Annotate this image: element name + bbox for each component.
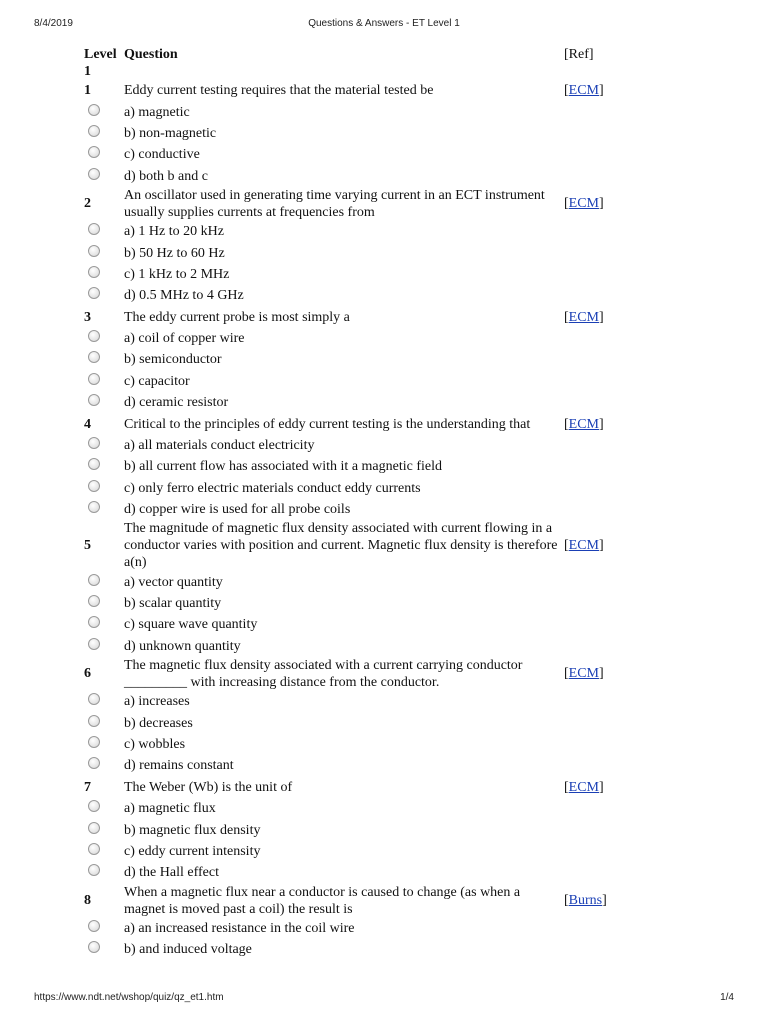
answer-option[interactable]	[84, 285, 624, 306]
answer-label: b) all current flow has associated with it a magnetic field	[124, 459, 443, 475]
ref-link[interactable]: Burns	[568, 893, 603, 908]
answer-label: d) 0.5 MHz to 4 GHz	[124, 288, 244, 304]
answer-label: b) decreases	[124, 715, 193, 731]
answer-label: b) magnetic flux density	[124, 822, 261, 838]
answer-label: b) non-magnetic	[124, 125, 217, 141]
ref-bracket-open: [	[564, 83, 569, 99]
answer-option[interactable]	[84, 614, 624, 635]
radio-cell	[84, 480, 124, 497]
question-header: Question	[124, 47, 178, 62]
radio-cell	[84, 245, 124, 262]
level-header-number: 1	[84, 64, 91, 79]
answer-label: b) 50 Hz to 60 Hz	[124, 245, 225, 261]
ref-cell	[564, 892, 624, 909]
ref-cell	[564, 82, 624, 99]
radio-button[interactable]	[88, 351, 100, 363]
ref-bracket-close: ]	[599, 196, 604, 212]
ref-link[interactable]: ECM	[568, 309, 600, 325]
radio-cell	[84, 394, 124, 411]
radio-button[interactable]	[88, 864, 100, 876]
answer-option[interactable]	[84, 841, 624, 862]
answer-option[interactable]	[84, 499, 624, 520]
radio-button[interactable]	[88, 245, 100, 257]
radio-button[interactable]	[88, 920, 100, 932]
answer-option[interactable]	[84, 349, 624, 370]
question-number: 7	[84, 779, 91, 795]
ref-bracket-open: [	[564, 416, 569, 432]
radio-button[interactable]	[88, 800, 100, 812]
radio-cell	[84, 715, 124, 732]
answer-label: b) semiconductor	[124, 352, 222, 368]
radio-cell	[84, 287, 124, 304]
question-text: The magnitude of magnetic flux density associated with current flowing in a conductor varies with position and current. Magnetic flux density is therefore a(n)	[124, 521, 558, 571]
radio-cell	[84, 800, 124, 817]
ref-cell	[564, 309, 624, 326]
radio-button[interactable]	[88, 223, 100, 235]
question-row	[84, 520, 624, 571]
ref-bracket-close: ]	[599, 309, 604, 325]
radio-button[interactable]	[88, 146, 100, 158]
ref-bracket-open: [	[564, 196, 569, 212]
radio-cell	[84, 574, 124, 591]
answer-label: a) vector quantity	[124, 574, 223, 590]
radio-button[interactable]	[88, 104, 100, 116]
radio-cell	[84, 638, 124, 655]
ref-bracket-close: ]	[599, 779, 604, 795]
answer-option[interactable]	[84, 328, 624, 349]
radio-cell	[84, 822, 124, 839]
answer-label: a) magnetic	[124, 104, 190, 120]
radio-button[interactable]	[88, 125, 100, 137]
question-number: 3	[84, 309, 91, 325]
answer-label: d) remains constant	[124, 758, 234, 774]
ref-link[interactable]: ECM	[568, 416, 600, 432]
radio-button[interactable]	[88, 458, 100, 470]
radio-button[interactable]	[88, 693, 100, 705]
ref-bracket-open: [	[564, 538, 569, 554]
radio-cell	[84, 864, 124, 881]
answer-label: a) 1 Hz to 20 kHz	[124, 224, 224, 240]
radio-cell	[84, 458, 124, 475]
answer-label: d) unknown quantity	[124, 638, 241, 654]
question-row	[84, 413, 624, 434]
answer-label: a) all materials conduct electricity	[124, 438, 315, 454]
answer-option[interactable]	[84, 819, 624, 840]
question-number: 4	[84, 416, 91, 432]
answer-label: c) 1 kHz to 2 MHz	[124, 266, 230, 282]
radio-button[interactable]	[88, 822, 100, 834]
radio-button[interactable]	[88, 843, 100, 855]
question-row	[84, 657, 624, 691]
answer-option[interactable]	[84, 435, 624, 456]
radio-cell	[84, 595, 124, 612]
radio-cell	[84, 330, 124, 347]
question-number: 5	[84, 538, 91, 554]
answer-label: c) conductive	[124, 147, 200, 163]
radio-cell	[84, 920, 124, 937]
question-number: 1	[84, 83, 91, 99]
radio-button[interactable]	[88, 266, 100, 278]
answer-option[interactable]	[84, 392, 624, 413]
answer-option[interactable]	[84, 691, 624, 712]
answer-option[interactable]	[84, 242, 624, 263]
radio-button[interactable]	[88, 757, 100, 769]
answer-option[interactable]	[84, 166, 624, 187]
radio-button[interactable]	[88, 736, 100, 748]
ref-cell	[564, 537, 624, 554]
source-url: https://www.ndt.net/wshop/quiz/qz_et1.htm	[34, 992, 224, 1003]
answer-label: a) an increased resistance in the coil wire	[124, 920, 355, 936]
ref-bracket-close: ]	[599, 538, 604, 554]
question-text: An oscillator used in generating time varying current in an ECT instrument usually supplies currents at frequencies from	[124, 187, 545, 220]
question-text: When a magnetic flux near a conductor is caused to change (as when a magnet is moved past a coil) the result is	[124, 884, 521, 917]
question-text: The magnetic flux density associated with a current carrying conductor _________ with increasing distance from the conductor.	[124, 657, 523, 690]
ref-link[interactable]: ECM	[568, 779, 600, 795]
radio-button[interactable]	[88, 287, 100, 299]
ref-link[interactable]: ECM	[568, 666, 600, 682]
question-row	[84, 80, 624, 101]
answer-label: c) square wave quantity	[124, 617, 258, 633]
question-number: 2	[84, 196, 91, 212]
answer-option[interactable]	[84, 101, 624, 122]
ref-bracket-open: [	[564, 779, 569, 795]
radio-button[interactable]	[88, 595, 100, 607]
answer-option[interactable]	[84, 862, 624, 883]
ref-cell	[564, 779, 624, 796]
radio-button[interactable]	[88, 437, 100, 449]
radio-button[interactable]	[88, 616, 100, 628]
answer-option[interactable]	[84, 712, 624, 733]
page-number: 1/4	[720, 992, 734, 1003]
question-text: Eddy current testing requires that the material tested be	[124, 83, 434, 99]
answer-label: c) wobbles	[124, 736, 186, 752]
ref-bracket-open: [	[564, 309, 569, 325]
answer-label: a) increases	[124, 694, 190, 710]
answer-option[interactable]	[84, 264, 624, 285]
radio-cell	[84, 501, 124, 518]
radio-cell	[84, 843, 124, 860]
ref-bracket-close: ]	[599, 83, 604, 99]
question-number: 6	[84, 666, 91, 682]
radio-cell	[84, 266, 124, 283]
answer-label: a) coil of copper wire	[124, 331, 245, 347]
answer-label: d) both b and c	[124, 168, 208, 184]
questions-list	[84, 80, 624, 960]
radio-cell	[84, 351, 124, 368]
level-header	[84, 46, 124, 80]
question-text: The eddy current probe is most simply a	[124, 309, 350, 325]
radio-cell	[84, 757, 124, 774]
answer-option[interactable]	[84, 456, 624, 477]
question-row	[84, 884, 624, 918]
ref-bracket-close: ]	[599, 666, 604, 682]
table-header-row	[84, 46, 624, 80]
ref-header: [Ref]	[564, 47, 594, 62]
answer-option[interactable]	[84, 939, 624, 960]
radio-cell	[84, 693, 124, 710]
radio-cell	[84, 125, 124, 142]
answer-option[interactable]	[84, 636, 624, 657]
answer-option[interactable]	[84, 798, 624, 819]
ref-cell	[564, 665, 624, 682]
ref-cell	[564, 195, 624, 212]
quiz-table	[84, 46, 624, 960]
answer-option[interactable]	[84, 571, 624, 592]
print-title: Questions & Answers - ET Level 1	[308, 18, 460, 29]
ref-bracket-open: [	[564, 893, 569, 908]
answer-option[interactable]	[84, 221, 624, 242]
answer-option[interactable]	[84, 918, 624, 939]
print-header	[0, 18, 768, 32]
answer-option[interactable]	[84, 734, 624, 755]
radio-cell	[84, 104, 124, 121]
level-header-label: Level	[84, 47, 117, 62]
question-text: The Weber (Wb) is the unit of	[124, 779, 293, 795]
answer-option[interactable]	[84, 144, 624, 165]
ref-link[interactable]: ECM	[568, 83, 600, 99]
answer-label: b) and induced voltage	[124, 942, 252, 958]
answer-label: a) magnetic flux	[124, 801, 216, 817]
radio-cell	[84, 146, 124, 163]
radio-button[interactable]	[88, 715, 100, 727]
radio-cell	[84, 941, 124, 958]
radio-button[interactable]	[88, 638, 100, 650]
radio-button[interactable]	[88, 373, 100, 385]
answer-label: c) only ferro electric materials conduct eddy currents	[124, 480, 421, 496]
question-row	[84, 307, 624, 328]
radio-button[interactable]	[88, 168, 100, 180]
answer-option[interactable]	[84, 478, 624, 499]
radio-cell	[84, 373, 124, 390]
ref-bracket-close: ]	[599, 416, 604, 432]
answer-label: d) the Hall effect	[124, 865, 219, 881]
ref-link[interactable]: ECM	[568, 196, 600, 212]
answer-option[interactable]	[84, 123, 624, 144]
radio-button[interactable]	[88, 941, 100, 953]
answer-label: d) copper wire is used for all probe coils	[124, 502, 351, 518]
ref-bracket-close: ]	[602, 893, 607, 908]
answer-option[interactable]	[84, 371, 624, 392]
radio-button[interactable]	[88, 330, 100, 342]
radio-cell	[84, 168, 124, 185]
question-text: Critical to the principles of eddy current testing is the understanding that	[124, 416, 531, 432]
answer-option[interactable]	[84, 755, 624, 776]
answer-label: d) ceramic resistor	[124, 395, 229, 411]
radio-cell	[84, 223, 124, 240]
ref-bracket-open: [	[564, 666, 569, 682]
question-row	[84, 187, 624, 221]
print-date: 8/4/2019	[34, 18, 73, 29]
answer-label: c) capacitor	[124, 373, 190, 389]
answer-label: b) scalar quantity	[124, 596, 222, 611]
answer-label: c) eddy current intensity	[124, 843, 261, 859]
radio-button[interactable]	[88, 480, 100, 492]
print-footer	[0, 992, 768, 1006]
radio-button[interactable]	[88, 394, 100, 406]
answer-option[interactable]	[84, 593, 624, 614]
ref-link[interactable]: ECM	[568, 538, 600, 554]
radio-button[interactable]	[88, 501, 100, 513]
question-row	[84, 777, 624, 798]
radio-cell	[84, 437, 124, 454]
radio-cell	[84, 736, 124, 753]
radio-button[interactable]	[88, 574, 100, 586]
radio-cell	[84, 616, 124, 633]
ref-cell	[564, 416, 624, 433]
question-number: 8	[84, 893, 91, 908]
